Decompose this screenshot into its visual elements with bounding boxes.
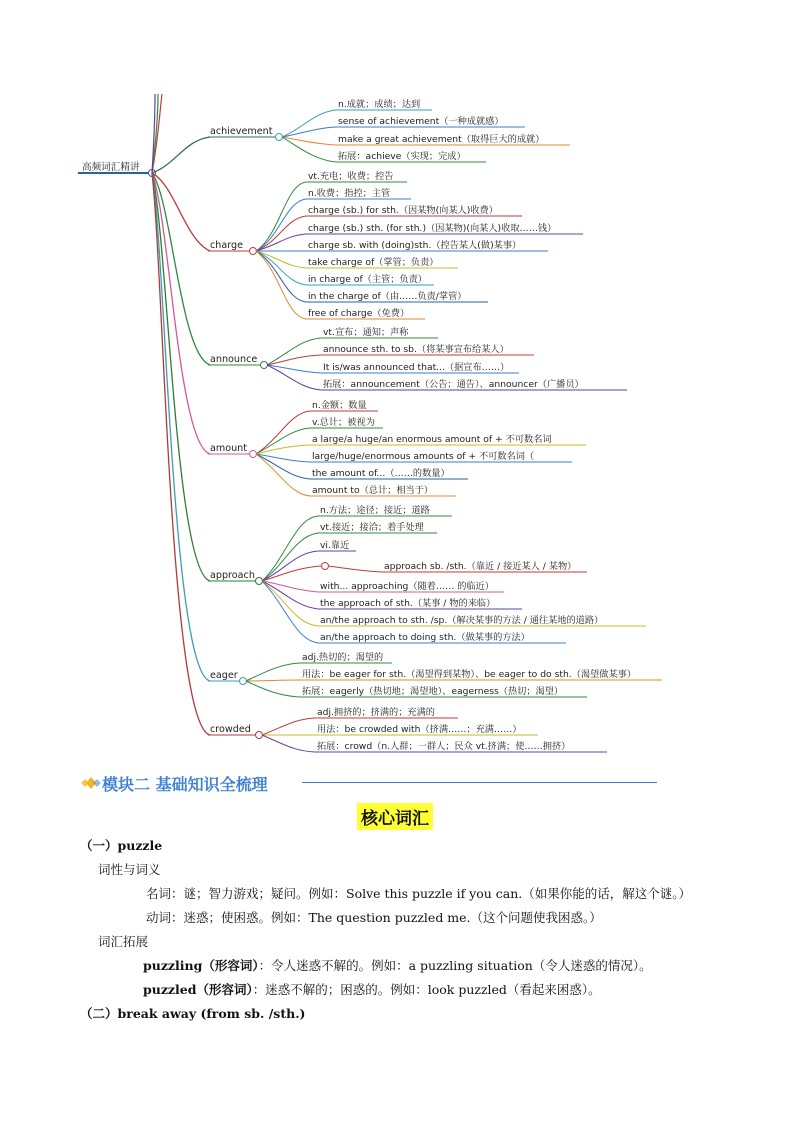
item: approach sb. /sth.（靠近 / 接近某人 / 某物） — [384, 561, 577, 572]
item: 拓展：crowd（n.人群；一群人；民众 vt.挤满；使……拥挤） — [317, 741, 571, 752]
s1-ext1-line — [143, 956, 652, 974]
item: a large/a huge/an enormous amount of + 不可数名词 — [312, 434, 552, 445]
mindmap-root — [78, 94, 162, 177]
item: vt.充电；收费；控告 — [308, 171, 394, 182]
item: v.总计；被视为 — [312, 417, 375, 428]
branch-word: amount — [210, 443, 248, 454]
item: an/the approach to sth. /sp.（解决某事的方法 / 通往某地的道路） — [320, 615, 604, 626]
item: vt.接近；接洽；着手处理 — [320, 522, 424, 533]
item: make a great achievement（取得巨大的成就） — [338, 134, 545, 145]
item: charge sb. with (doing)sth.（控告某人(做)某事） — [308, 240, 522, 251]
item: vt.宣布；通知；声称 — [323, 327, 409, 338]
branch-word: approach — [210, 570, 255, 581]
item: 用法：be eager for sth.（渴望得到某物）、be eager to do sth.（渴望做某事） — [302, 669, 637, 680]
item: in the charge of（由……负责/掌管） — [308, 291, 467, 302]
item: sense of achievement（一种成就感） — [338, 116, 504, 127]
item: charge (sb.) sth. (for sth.)（因某物)(向某人)收取……钱） — [308, 223, 557, 234]
branch-word: announce — [210, 354, 258, 365]
s1-verb-line: 动词：迷惑；使困惑。例如：The question puzzled me.（这个问题使我困惑。） — [146, 910, 602, 925]
module-title: 模块二 基础知识全梳理 — [102, 775, 268, 794]
item: amount to（总计；相当于） — [312, 485, 434, 496]
core-vocab-title: 核心词汇 — [357, 803, 433, 830]
item: 拓展：eagerly（热切地；渴望地）、eagerness（热切；渴望） — [302, 686, 564, 697]
s1-ext1-text: ：令人迷惑不解的。例如：a puzzling situation（令人迷惑的情况）。 — [258, 958, 652, 973]
module-divider — [302, 782, 657, 783]
s1-ext2-text: ：迷惑不解的；困惑的。例如：look puzzled（看起来困惑）。 — [252, 982, 601, 997]
item: n.金额；数量 — [312, 400, 367, 411]
item: 拓展：achieve（实现；完成） — [338, 151, 466, 162]
s1-pos-title: 词性与词义 — [98, 862, 161, 877]
item: an/the approach to doing sth.（做某事的方法） — [320, 632, 530, 643]
item: with... approaching（随着…… 的临近） — [320, 581, 494, 592]
branch-word: charge — [210, 240, 244, 251]
s1-ext-title: 词汇拓展 — [98, 934, 149, 949]
item: adj.拥挤的；挤满的；充满的 — [317, 707, 435, 718]
s1-noun-line: 名词：谜；智力游戏；疑问。例如：Solve this puzzle if you can.（如果你能的话，解这个谜。） — [146, 886, 692, 901]
item: n.收费；指控；主管 — [308, 188, 391, 199]
section-1-heading: （一）puzzle — [80, 838, 163, 853]
item: n.成就；成绩；达到 — [338, 99, 421, 110]
item: the amount of...（……的数量） — [312, 468, 450, 479]
item: n.方法；途径；接近；道路 — [320, 505, 430, 516]
section-2-heading: （二）break away (from sb. /sth.) — [80, 1006, 306, 1021]
item: charge (sb.) for sth.（因某物(向某人)收费） — [308, 205, 498, 216]
mindmap-root-label: 高频词汇精讲 — [82, 162, 140, 173]
s1-ext2-word: puzzled（形容词） — [143, 982, 253, 997]
item: adj.热切的；渴望的 — [302, 652, 384, 663]
item: free of charge（免费） — [308, 308, 410, 319]
item: take charge of（掌管；负责） — [308, 257, 439, 268]
s1-ext2-line — [143, 980, 601, 998]
item: 拓展：announcement（公告；通告）、announcer（广播员） — [323, 379, 584, 390]
branch-achievement — [152, 98, 570, 173]
diamond-icon — [80, 774, 102, 792]
item: announce sth. to sb.（将某事宣布给某人） — [323, 344, 509, 355]
item: 用法：be crowded with（挤满……；充满……） — [317, 724, 522, 735]
branch-charge — [152, 170, 583, 319]
branch-word: achievement — [210, 126, 273, 137]
module-header — [80, 770, 580, 796]
item: in charge of（主管；负责） — [308, 274, 427, 285]
item: It is/was announced that...（据宣布……） — [323, 362, 510, 373]
item: large/huge/enormous amounts of + 不可数名词（ — [312, 451, 535, 462]
item: the approach of sth.（某事 / 物的来临） — [320, 598, 496, 609]
item: vi.靠近 — [320, 540, 350, 551]
s1-ext1-word: puzzling（形容词） — [143, 958, 259, 973]
branch-word: eager — [210, 670, 238, 681]
branch-word: crowded — [210, 724, 251, 735]
